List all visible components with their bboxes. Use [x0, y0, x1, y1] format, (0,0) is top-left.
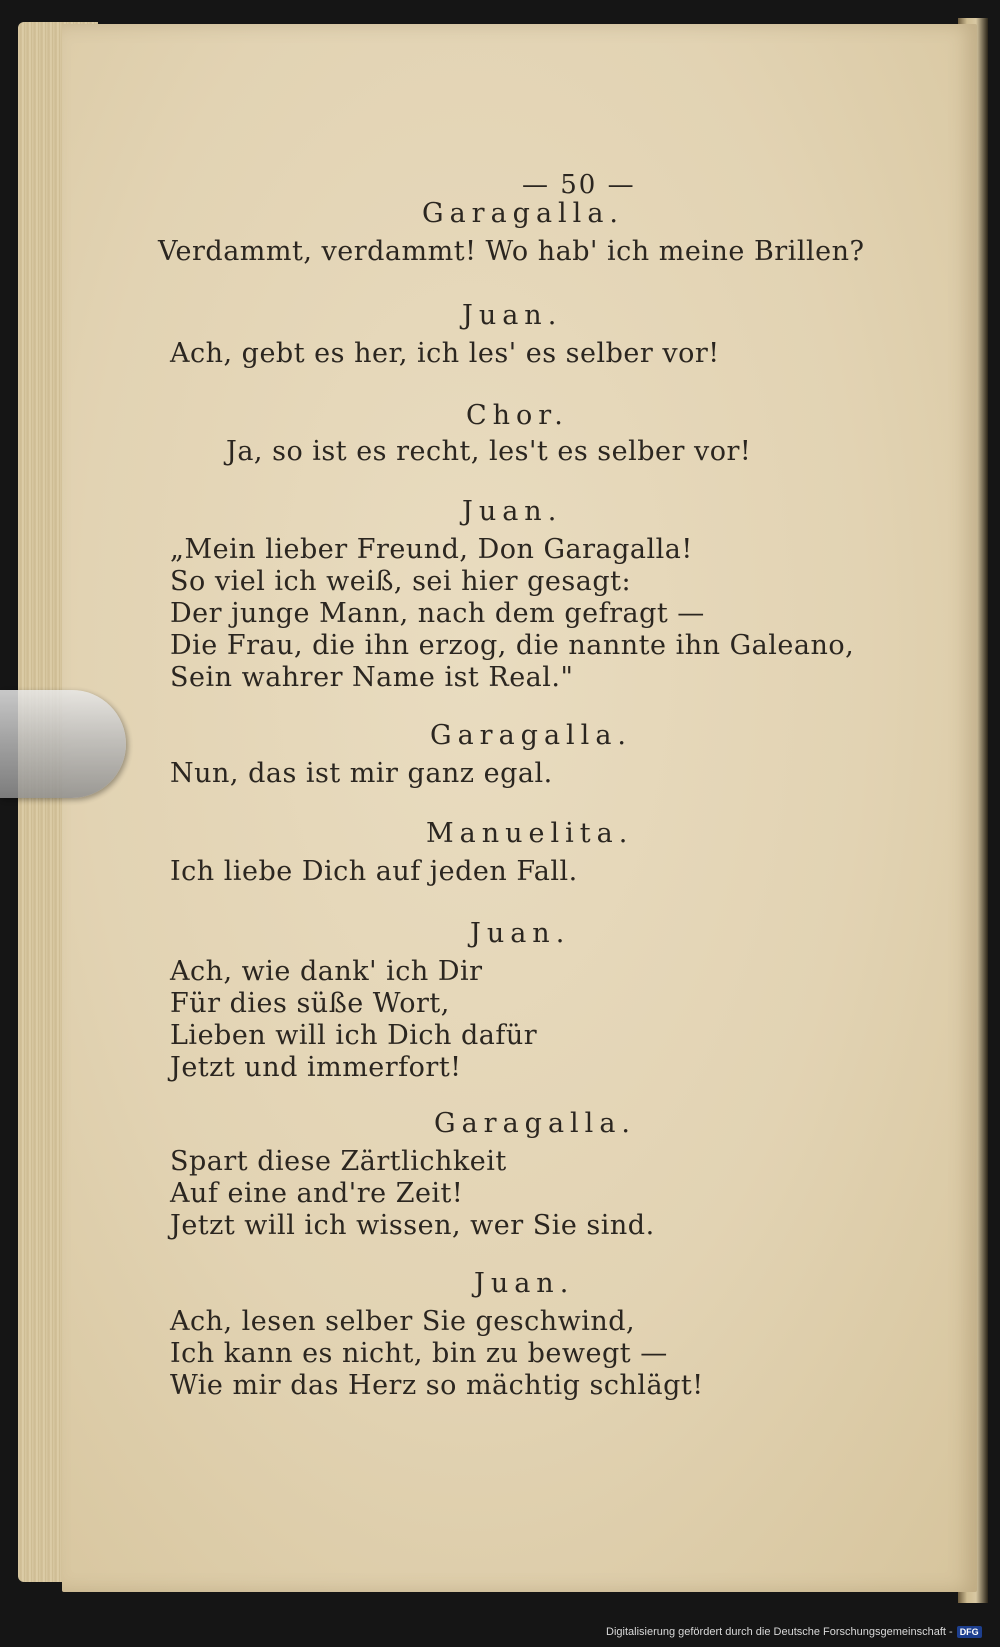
- speaker-name: Chor.: [466, 400, 569, 431]
- verse-line: Jetzt und immerfort!: [170, 1052, 462, 1083]
- verse-line: Spart diese Zärtlichkeit: [170, 1146, 507, 1177]
- verse-line: Lieben will ich Dich dafür: [170, 1020, 538, 1051]
- page-number: — 50 —: [522, 170, 636, 200]
- speaker-name: Juan.: [474, 1268, 575, 1299]
- verse-line: Die Frau, die ihn erzog, die nannte ihn Galeano,: [170, 630, 855, 661]
- verse-line: Verdammt, verdammt! Wo hab' ich meine Brillen?: [158, 236, 865, 267]
- verse-line: Der junge Mann, nach dem gefragt —: [170, 598, 705, 629]
- verse-line: Auf eine and're Zeit!: [170, 1178, 464, 1209]
- verse-line: Für dies süße Wort,: [170, 988, 450, 1019]
- dfg-logo: DFG: [957, 1626, 982, 1638]
- verse-line: Nun, das ist mir ganz egal.: [170, 758, 553, 789]
- speaker-name: Manuelita.: [426, 818, 634, 849]
- credit-text: Digitalisierung gefördert durch die Deutsche Forschungsgemeinschaft -: [606, 1626, 953, 1638]
- verse-line: Ich liebe Dich auf jeden Fall.: [170, 856, 578, 887]
- verse-line: Ich kann es nicht, bin zu bewegt —: [170, 1338, 668, 1369]
- verse-line: So viel ich weiß, sei hier gesagt:: [170, 566, 632, 597]
- verse-line: „Mein lieber Freund, Don Garagalla!: [170, 534, 693, 565]
- verse-line: Sein wahrer Name ist Real.": [170, 662, 574, 693]
- verse-line: Ach, gebt es her, ich les' es selber vor!: [170, 338, 720, 369]
- speaker-name: Garagalla.: [434, 1108, 637, 1139]
- speaker-name: Garagalla.: [422, 198, 625, 229]
- verse-line: Ach, wie dank' ich Dir: [170, 956, 483, 987]
- speaker-name: Juan.: [470, 918, 571, 949]
- verse-line: Ja, so ist es recht, les't es selber vor!: [226, 436, 752, 467]
- verse-line: Jetzt will ich wissen, wer Sie sind.: [170, 1210, 655, 1241]
- verse-line: Wie mir das Herz so mächtig schlägt!: [170, 1370, 704, 1401]
- speaker-name: Juan.: [462, 496, 563, 527]
- page-clip: [0, 690, 126, 798]
- speaker-name: Garagalla.: [430, 720, 633, 751]
- verse-line: Ach, lesen selber Sie geschwind,: [170, 1306, 636, 1337]
- digitization-credit: [606, 1626, 996, 1644]
- speaker-name: Juan.: [462, 300, 563, 331]
